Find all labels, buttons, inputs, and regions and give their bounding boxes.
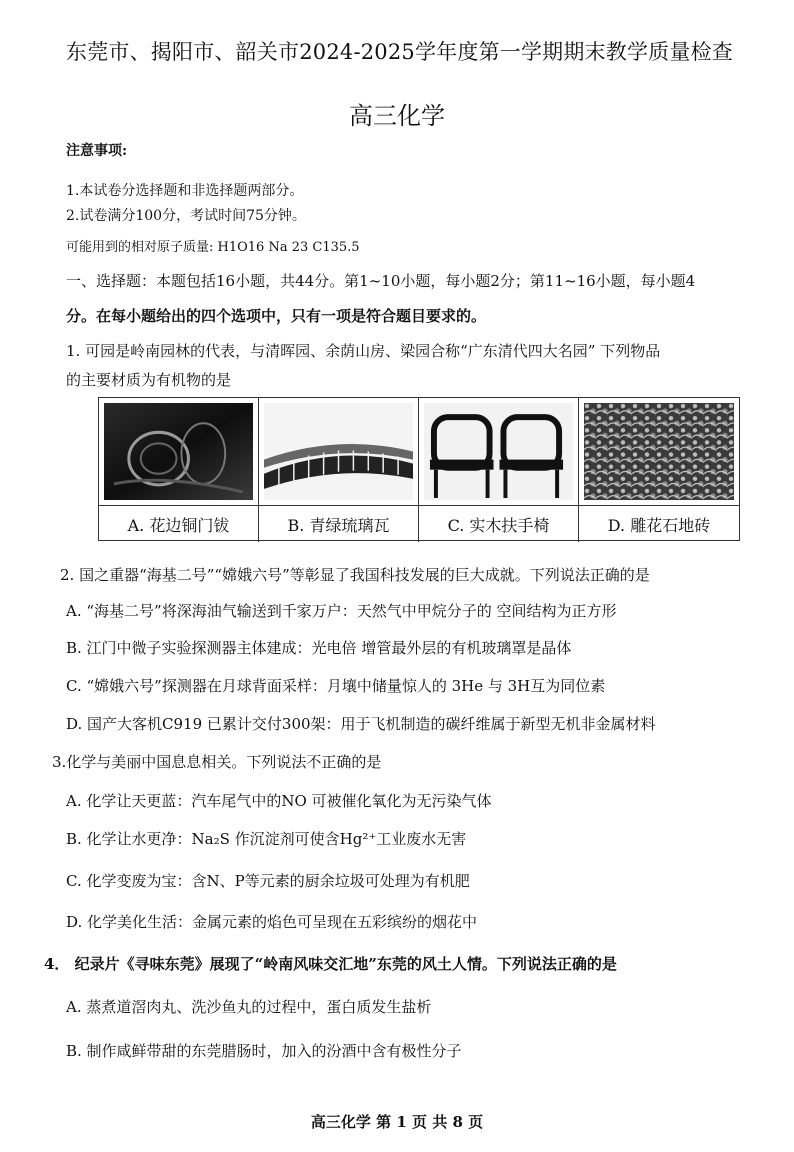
notice-item-1: 1.本试卷分选择题和非选择题两部分。 — [66, 183, 304, 199]
carved-stone-tile-image — [584, 403, 734, 500]
question-4-option-b: B. 制作咸鲜带甜的东莞腊肠时，加入的汾酒中含有极性分子 — [66, 1042, 462, 1060]
glazed-tile-roof-image — [264, 403, 413, 500]
question-2-stem: 2. 国之重器“海基二号”“嫦娥六号”等彰显了我国科技发展的巨大成就。下列说法正确的是 — [60, 566, 650, 584]
question-4-option-a: A. 蒸煮道滘肉丸、洗沙鱼丸的过程中，蛋白质发生盐析 — [66, 998, 432, 1016]
option-c-caption: C. 实木扶手椅 — [419, 506, 579, 542]
option-d-caption: D. 雕花石地砖 — [607, 515, 711, 535]
question-4-stem: 4． 纪录片《寻味东莞》展现了“岭南风味交汇地”东莞的风土人情。下列说法正确的是 — [44, 955, 617, 973]
question-3-option-c: C. 化学变废为宝：含N、P等元素的厨余垃圾可处理为有机肥 — [66, 872, 470, 890]
section1-instruction-line2: 分。在每小题给出的四个选项中，只有一项是符合题目要求的。 — [66, 307, 487, 325]
atomic-mass-line: 可能用到的相对原子质量: H1O16 Na 23 C135.5 — [66, 240, 360, 255]
armchair-image — [424, 403, 573, 500]
question-2-option-c: C. “嫦娥六号”探测器在月球背面采样：月壤中储量惊人的 3He 与 3H互为同位素 — [66, 677, 606, 695]
page-footer: 高三化学 第 1 页 共 8 页 — [310, 1113, 484, 1131]
option-b-image — [259, 398, 419, 506]
question-1-stem-line2: 的主要材质为有机物的是 — [66, 371, 232, 389]
question-2-option-b: B. 江门中微子实验探测器主体建成：光电倍 增管最外层的有机玻璃罩是晶体 — [66, 639, 572, 657]
option-d-image — [579, 398, 739, 506]
question-3-option-d: D. 化学美化生活：金属元素的焰色可呈现在五彩缤纷的烟花中 — [66, 913, 478, 931]
question-3-option-b: B. 化学让水更净：Na₂S 作沉淀剂可使含Hg²⁺工业废水无害 — [66, 830, 467, 848]
option-b-caption: B. 青绿琉璃瓦 — [259, 506, 419, 542]
subject-title: 高三化学 — [349, 102, 445, 130]
door-knocker-image — [104, 403, 253, 500]
option-c-image — [419, 398, 579, 506]
question-3-option-a: A. 化学让天更蓝：汽车尾气中的NO 可被催化氧化为无污染气体 — [66, 792, 492, 810]
question-3-stem: 3.化学与美丽中国息息相关。下列说法不正确的是 — [52, 753, 382, 771]
option-a-caption: A. 花边铜门钹 — [99, 506, 259, 542]
question-1-image-table — [98, 397, 740, 541]
question-2-option-d: D. 国产大客机C919 已累计交付300架：用于飞机制造的碳纤维属于新型无机非金属材料 — [66, 715, 656, 733]
option-a-image — [99, 398, 259, 506]
notice-item-2: 2.试卷满分100分，考试时间75分钟。 — [66, 208, 306, 224]
question-1-stem-line1: 1. 可园是岭南园林的代表，与清晖园、余荫山房、梁园合称“广东清代四大名园” 下列物品 — [66, 342, 661, 360]
exam-header-title: 东莞市、揭阳市、韶关市2024-2025学年度第一学期期末教学质量检查 — [66, 40, 733, 64]
notice-heading: 注意事项: — [66, 143, 128, 159]
section1-instruction-line1: 一、选择题：本题包括16小题，共44分。第1~10小题，每小题2分；第11~16小题，每小题4 — [66, 272, 696, 290]
question-2-option-a: A. “海基二号”将深海油气输送到千家万户：天然气中甲烷分子的 空间结构为正方形 — [66, 602, 617, 620]
